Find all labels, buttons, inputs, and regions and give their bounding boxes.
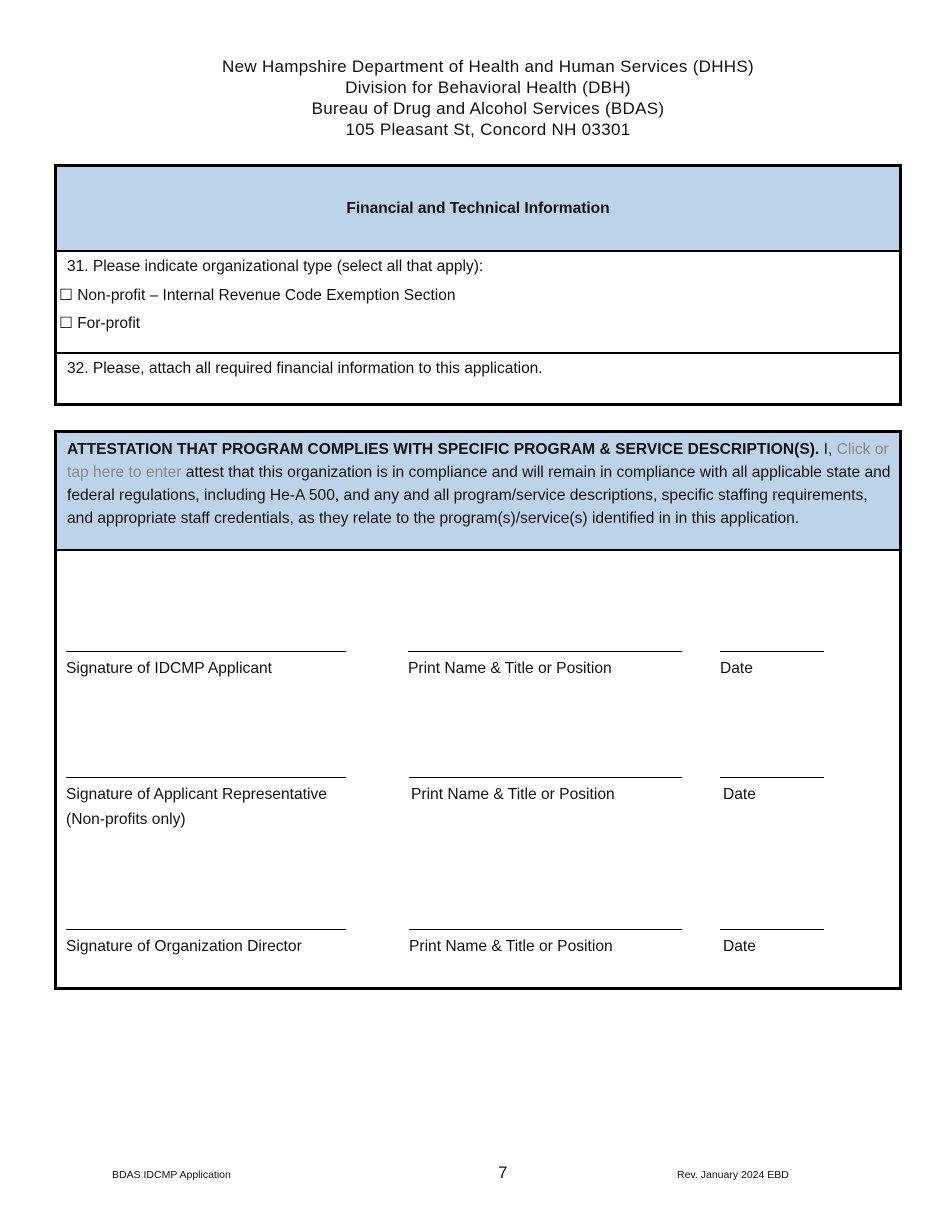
header-department: New Hampshire Department of Health and Human Services (DHHS)	[222, 57, 754, 76]
applicant-name-field[interactable]: Click or tap here to enter	[67, 441, 889, 481]
signature-representative-note: (Non-profits only)	[66, 811, 186, 828]
option-non-profit[interactable]	[59, 286, 455, 305]
question-32-text: 32. Please, attach all required financial information to this application.	[67, 360, 543, 377]
print-name-line[interactable]	[409, 929, 682, 930]
signature-line[interactable]	[66, 777, 346, 778]
document-header	[0, 56, 950, 140]
date-label: Date	[723, 786, 756, 803]
date-label: Date	[720, 660, 753, 677]
date-label: Date	[723, 938, 756, 955]
signature-line[interactable]	[66, 651, 346, 652]
header-address: 105 Pleasant St, Concord NH 03301	[345, 120, 631, 139]
question-31-row	[57, 252, 899, 354]
section-title: Financial and Technical Information	[57, 167, 899, 252]
print-name-label: Print Name & Title or Position	[409, 938, 613, 955]
signature-representative-label: Signature of Applicant Representative	[66, 786, 327, 803]
attestation-section	[54, 430, 902, 990]
signature-director-label: Signature of Organization Director	[66, 938, 302, 955]
header-bureau: Bureau of Drug and Alcohol Services (BDAS)	[311, 99, 665, 118]
attestation-heading: ATTESTATION THAT PROGRAM COMPLIES WITH SPECIFIC PROGRAM & SERVICE DESCRIPTION(S).	[67, 441, 820, 458]
question-31-text: 31. Please indicate organizational type (select all that apply):	[67, 258, 484, 275]
attestation-prefix: I,	[819, 441, 837, 458]
print-name-label: Print Name & Title or Position	[411, 786, 615, 803]
footer-document-name: BDAS IDCMP Application	[112, 1169, 231, 1181]
print-name-label: Print Name & Title or Position	[408, 660, 612, 677]
option-for-profit[interactable]	[59, 314, 140, 333]
option-for-profit-label: For-profit	[77, 315, 141, 332]
page-number: 7	[498, 1163, 508, 1182]
attestation-statement	[57, 433, 899, 551]
print-name-line[interactable]	[409, 777, 682, 778]
financial-technical-section	[54, 164, 902, 406]
checkbox-non-profit[interactable]: ☐	[59, 287, 73, 304]
signature-line[interactable]	[66, 929, 346, 930]
checkbox-for-profit[interactable]: ☐	[59, 315, 73, 332]
attestation-body: attest that this organization is in compliance and will remain in compliance with all applicable state and federal regulations, including He-A 500, and any and all program/service descriptions, specific staffing requirements, and appropriate staff credentials, as they relate to the program(s)/service(s) identified in in this application.	[67, 464, 891, 527]
date-line[interactable]	[720, 777, 824, 778]
date-line[interactable]	[720, 929, 824, 930]
date-line[interactable]	[720, 651, 824, 652]
option-non-profit-label: Non-profit – Internal Revenue Code Exemption Section	[77, 287, 456, 304]
header-division: Division for Behavioral Health (DBH)	[345, 78, 631, 97]
print-name-line[interactable]	[408, 651, 682, 652]
signature-applicant-label: Signature of IDCMP Applicant	[66, 660, 273, 677]
footer-revision: Rev. January 2024 EBD	[677, 1169, 789, 1181]
